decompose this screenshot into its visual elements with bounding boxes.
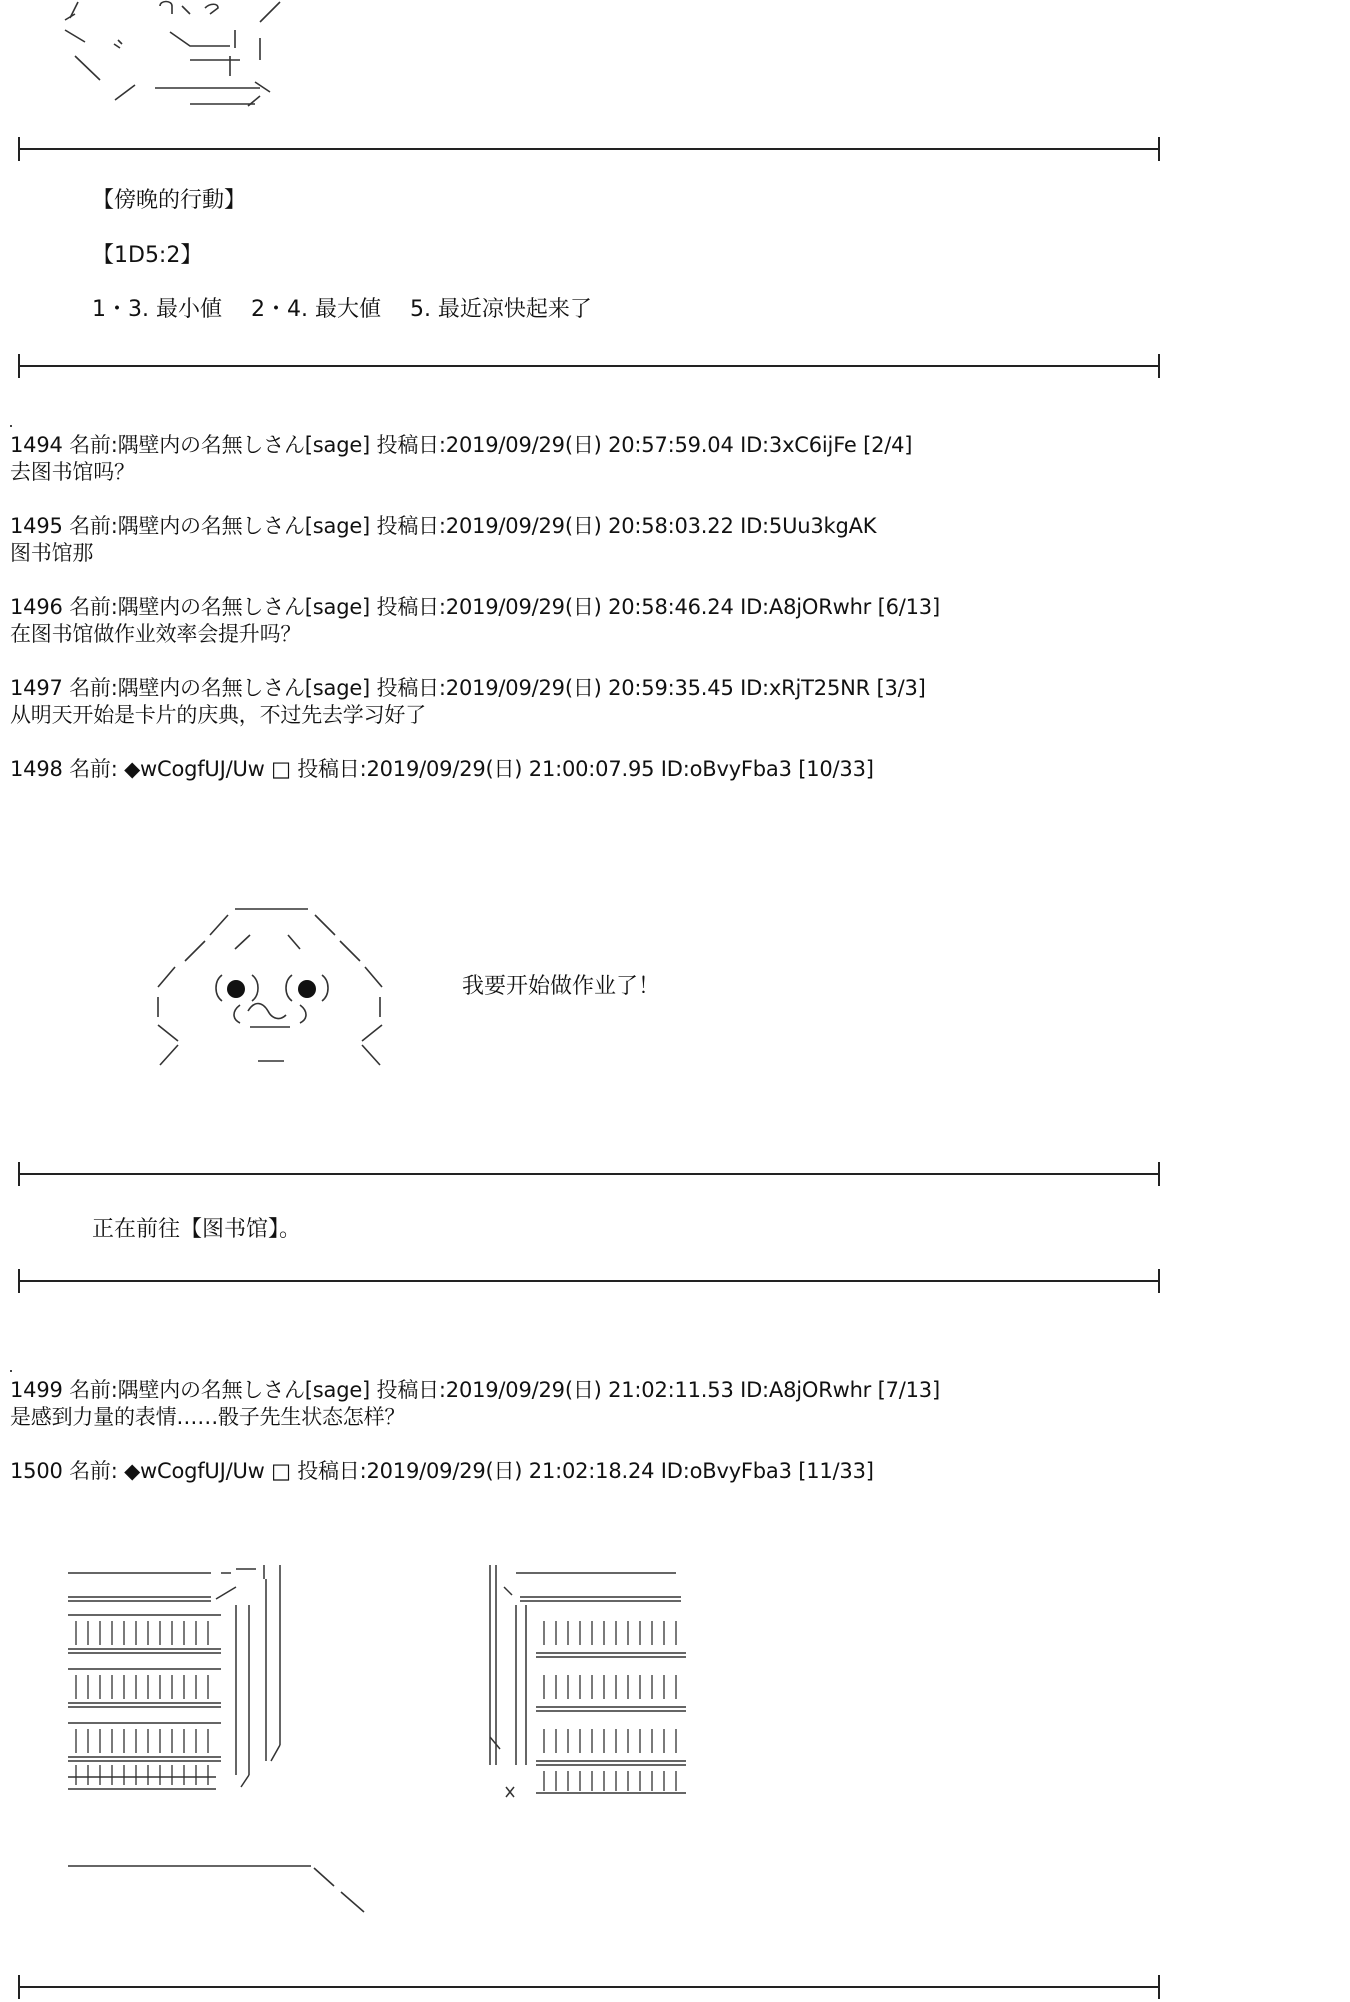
ascii-art-face <box>150 905 390 1085</box>
post-body-1496: 在图书馆做作业效率会提升吗？ <box>10 622 302 646</box>
post-header-1500: 1500 名前: ◆wCogfUJ/Uw □ 投稿日:2019/09/29(日) 21:02:18.24 ID:oBvyFba3 [11/33] <box>10 1459 874 1483</box>
separator-line <box>10 1972 1168 2002</box>
post-body-1495: 图书馆那 <box>10 541 94 565</box>
post-header-1496: 1496 名前:隅壁内の名無しさん[sage] 投稿日:2019/09/29(日) 20:58:46.24 ID:A8jORwhr [6/13] <box>10 595 940 619</box>
dot-marker <box>10 425 12 427</box>
post-body-1497: 从明天开始是卡片的庆典，不过先去学习好了 <box>10 703 426 727</box>
ascii-art-top <box>60 0 300 110</box>
action-title: 【傍晚的行動】 <box>92 188 247 213</box>
separator-line <box>10 1159 1168 1189</box>
ascii-art-bookshelf-right <box>486 1565 696 1815</box>
post-body-1494: 去图书馆吗？ <box>10 460 135 484</box>
moving-status: 正在前往【图书馆】。 <box>92 1217 302 1242</box>
speech-text: 我要开始做作业了！ <box>462 974 661 999</box>
ascii-art-table-edge <box>66 1860 386 1920</box>
post-header-1494: 1494 名前:隅壁内の名無しさん[sage] 投稿日:2019/09/29(日) 20:57:59.04 ID:3xC6ijFe [2/4] <box>10 433 913 457</box>
separator-line <box>10 1266 1168 1296</box>
post-header-1498: 1498 名前: ◆wCogfUJ/Uw □ 投稿日:2019/09/29(日) 21:00:07.95 ID:oBvyFba3 [10/33] <box>10 757 874 781</box>
post-header-1499: 1499 名前:隅壁内の名無しさん[sage] 投稿日:2019/09/29(日) 21:02:11.53 ID:A8jORwhr [7/13] <box>10 1378 940 1402</box>
separator-line <box>10 134 1168 164</box>
post-body-1499: 是感到力量的表情……骰子先生状态怎样？ <box>10 1405 406 1429</box>
separator-line <box>10 351 1168 381</box>
post-header-1497: 1497 名前:隅壁内の名無しさん[sage] 投稿日:2019/09/29(日) 20:59:35.45 ID:xRjT25NR [3/3] <box>10 676 926 700</box>
action-options: 1・3. 最小値 2・4. 最大値 5. 最近凉快起来了 <box>92 297 592 322</box>
dot-marker <box>10 1370 12 1372</box>
dice-roll: 【1D5:2】 <box>92 243 203 268</box>
ascii-art-bookshelf-left <box>66 1565 306 1805</box>
post-header-1495: 1495 名前:隅壁内の名無しさん[sage] 投稿日:2019/09/29(日) 20:58:03.22 ID:5Uu3kgAK <box>10 514 877 538</box>
